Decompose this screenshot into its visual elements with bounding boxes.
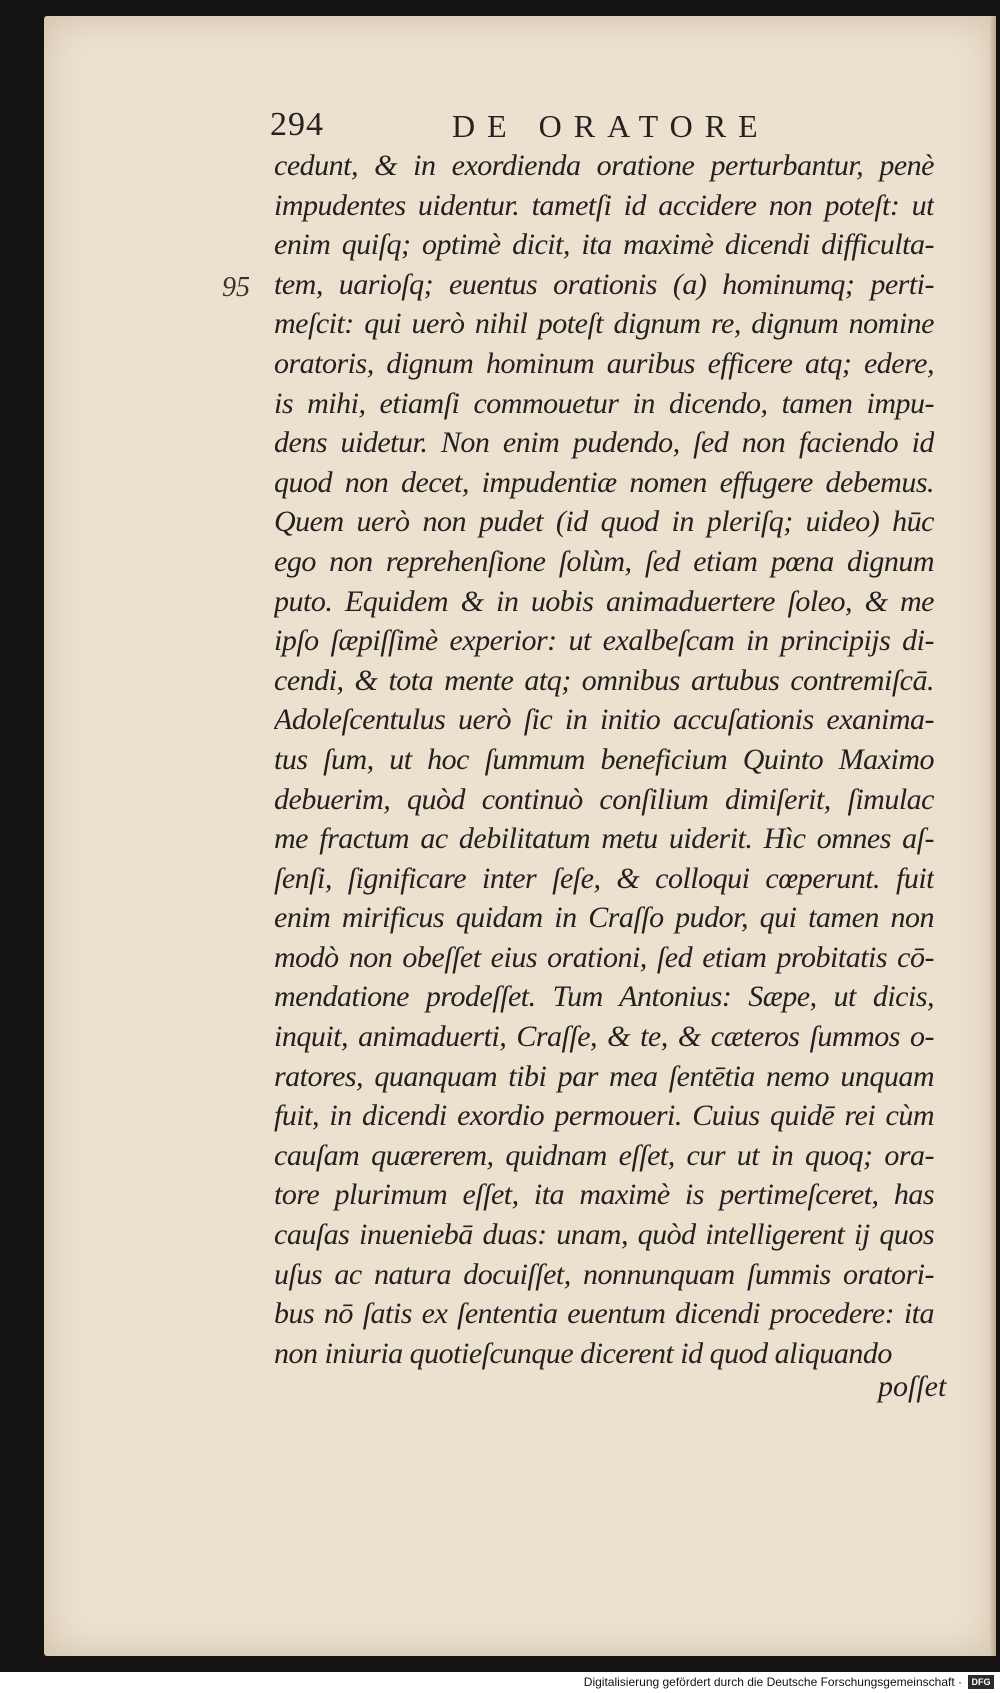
text-line: me fractum ac debilitatum metu uiderit. Hìc omnes aſ- [274,822,934,856]
text-line: modò non obeſſet eius orationi, ſed etiam probitatis cō- [274,940,934,974]
text-line: quod non decet, impudentiæ nomen effugere debemus. [274,465,934,499]
text-line: tore plurimum eſſet, ita maximè is pertimeſceret, has [274,1178,934,1212]
dfg-logo-icon: DFG [968,1675,994,1689]
footer-credit: Digitalisierung gefördert durch die Deutsche Forschungsgemeinschaft · [583,1675,962,1689]
text-line: mendatione prodeſſet. Tum Antonius: Sæpe, ut dicis, [274,980,934,1014]
text-line: Adoleſcentulus uerò ſic in initio accuſationis exanima- [274,703,934,737]
text-line: fuit, in dicendi exordio permoueri. Cuius quidē rei cùm [274,1099,934,1133]
text-line: meſcit: qui uerò nihil poteſt dignum re, dignum nomine [274,307,934,341]
running-title: DE ORATORE [452,108,770,144]
text-line: enim quiſq; optimè dicit, ita maximè dicendi difficulta- [274,228,934,262]
text-line: cauſas inueniebā duas: unam, quòd intelligerent ij quos [274,1218,934,1252]
text-line: inquit, animaduerti, Craſſe, & te, & cæteros ſummos o- [274,1020,934,1054]
text-line: uſus ac natura docuiſſet, nonnunquam ſummis oratori- [274,1257,934,1291]
text-line: non iniuria quotieſcunque dicerent id quod aliquando [274,1336,892,1370]
catchword: poſſet [878,1370,947,1403]
text-line: cauſam quærerem, quidnam eſſet, cur ut in quoq; ora- [274,1138,934,1172]
digitization-footer [0,1672,1000,1693]
text-line: debuerim, quòd continuò conſilium dimiſerit, ſimulac [274,782,934,816]
text-line: is mihi, etiamſi commouetur in dicendo, tamen impu- [274,386,934,420]
body-text [274,146,934,1373]
text-line: tem, uarioſq; euentus orationis (a) hominumq; perti- [274,267,934,301]
text-line: cendi, & tota mente atq; omnibus artubus contremiſcā. [274,663,934,697]
text-line: ſenſi, ſignificare inter ſeſe, & colloqui cœperunt. fuit [274,861,934,895]
text-line: impudentes uidentur. tametſi id accidere non poteſt: ut [274,188,934,222]
text-line: dens uidetur. Non enim pudendo, ſed non faciendo id [274,426,934,460]
page-number: 294 [270,106,324,143]
text-line: Quem uerò non pudet (id quod in pleriſq; uideo) hūc [274,505,934,539]
text-line: puto. Equidem & in uobis animaduertere ſoleo, & me [274,584,934,618]
text-line: enim mirificus quidam in Craſſo pudor, qui tamen non [274,901,934,935]
margin-note: 95 [222,272,250,303]
text-line: ratores, quanquam tibi par mea ſentētia nemo unquam [274,1059,934,1093]
text-line: cedunt, & in exordienda oratione perturbantur, penè [274,149,934,182]
text-line: tus ſum, ut hoc ſummum beneficium Quinto Maximo [274,742,934,776]
page-edge [990,16,996,1656]
text-line: ipſo ſæpiſſimè experior: ut exalbeſcam in principijs di- [274,624,934,658]
text-line: oratoris, dignum hominum auribus efficere atq; edere, [274,346,934,380]
text-line: bus nō ſatis ex ſententia euentum dicendi procedere: ita [274,1297,934,1331]
text-line: ego non reprehenſione ſolùm, ſed etiam pœna dignum [274,544,934,578]
